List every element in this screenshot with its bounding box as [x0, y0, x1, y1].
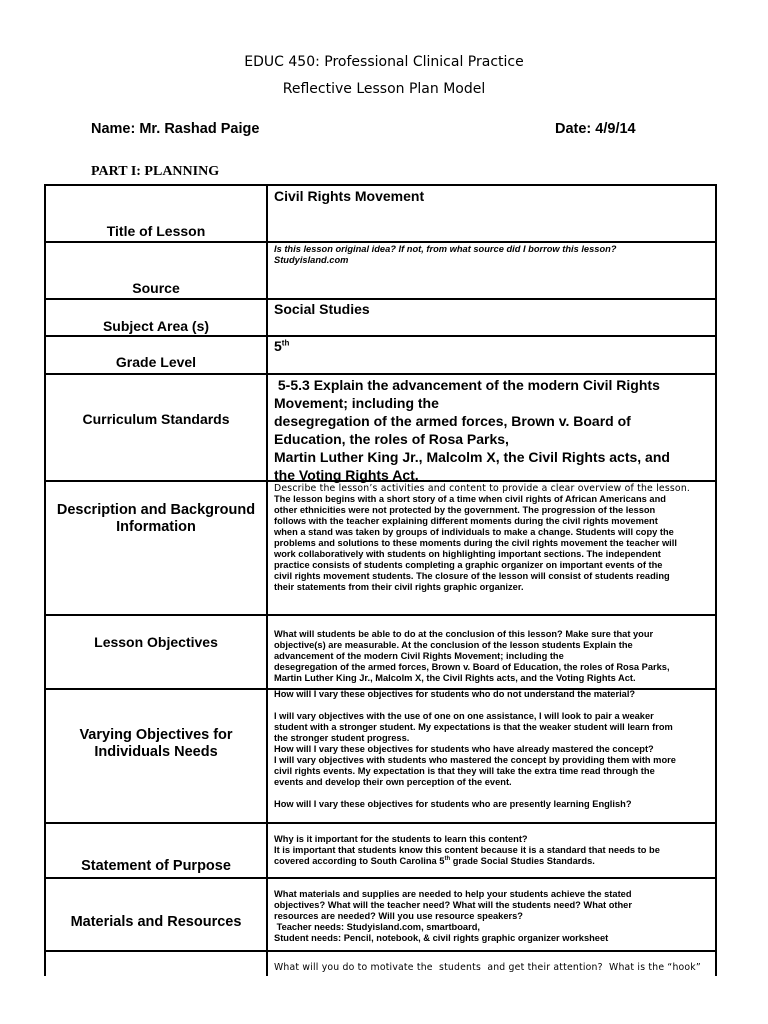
grade-value — [274, 338, 709, 355]
standard-line: the Voting Rights Act. — [274, 467, 419, 483]
varying-question: How will I vary these objectives for students who have already mastered the concept? — [274, 744, 654, 754]
purpose-text: grade Social Studies Standards. — [450, 856, 595, 866]
lesson-plan-table — [44, 184, 717, 976]
row-label: Grade Level — [115, 354, 197, 370]
standard-line: Education, the roles of Rosa Parks, — [274, 431, 509, 447]
row-label-line: Individuals Needs — [94, 744, 218, 760]
varying-question: How will I vary these objectives for students who do not understand the material? — [274, 689, 636, 699]
grade-number: 5 — [274, 338, 282, 354]
standard-line: desegregation of the armed forces, Brown v. Board of — [274, 413, 631, 429]
row-grade — [46, 337, 715, 375]
row-objectives — [46, 616, 715, 690]
curriculum-content — [274, 376, 709, 484]
source-answer: Studyisland.com — [274, 255, 349, 265]
row-label-line: Information — [116, 519, 196, 535]
materials-line: resources are needed? Will you use resource speakers? — [274, 911, 523, 921]
row-label: Subject Area (s) — [102, 318, 210, 334]
varying-content — [274, 689, 709, 810]
objectives-line: What will students be able to do at the conclusion of this lesson? Make sure that your — [274, 629, 654, 639]
row-label-line: Description and Background — [56, 502, 256, 518]
source-question: Is this lesson original idea? If not, from what source did I borrow this lesson? — [274, 244, 617, 254]
varying-line: the stronger student progress. — [274, 733, 410, 743]
materials-line: Student needs: Pencil, notebook, & civil rights graphic organizer worksheet — [274, 933, 609, 943]
description-line: their statements from their civil rights graphic organizer. — [274, 582, 524, 592]
grade-suffix: th — [444, 855, 451, 862]
row-source — [46, 243, 715, 300]
row-title — [46, 186, 715, 243]
standard-line: 5-5.3 Explain the advancement of the modern Civil Rights — [274, 377, 660, 393]
row-hook — [46, 952, 715, 978]
grade-suffix: th — [281, 338, 290, 348]
description-line: follows with the teacher explaining different moments during the civil rights movement — [274, 516, 658, 526]
row-label: Statement of Purpose — [81, 858, 231, 874]
hook-prompt: What will you do to motivate the students and get their attention? What is the “hook” — [274, 962, 701, 973]
row-varying — [46, 690, 715, 824]
subject-value: Social Studies — [274, 301, 370, 317]
row-label: Materials and Resources — [70, 914, 242, 930]
purpose-text: covered according to South Carolina 5 — [274, 856, 445, 866]
description-content — [274, 483, 709, 593]
materials-line: objectives? What will the teacher need? What will the students need? What other — [274, 900, 632, 910]
row-curriculum — [46, 375, 715, 482]
description-line: other ethnicities were not protected by the government. The progression of the lesson — [274, 505, 656, 515]
description-line: when a stand was taken by groups of individuals to make a change. Students will copy the — [274, 527, 674, 537]
row-label: Title of Lesson — [106, 223, 206, 239]
description-line: problems and solutions to these moments during the civil rights movement the teacher will — [274, 538, 677, 548]
description-line: work collaboratively with students on highlighting important sections. The independent — [274, 549, 661, 559]
description-line: practice consists of students completing a graphic organizer on important events of the — [274, 560, 663, 570]
row-label-line: Varying Objectives for — [79, 727, 233, 743]
row-label — [46, 727, 266, 761]
varying-line: civil rights events. My expectation is that they will take the extra time read through the — [274, 766, 655, 776]
lesson-date: Date: 4/9/14 — [555, 121, 636, 137]
part-heading: PART I: PLANNING — [91, 164, 220, 179]
objectives-line: advancement of the modern Civil Rights Movement; including the — [274, 651, 564, 661]
objectives-line: Martin Luther King Jr., Malcolm X, the Civil Rights acts, and the Voting Rights Act. — [274, 673, 636, 683]
varying-line: events and develop their own perception of the event. — [274, 777, 512, 787]
row-materials — [46, 879, 715, 952]
varying-line: I will vary objectives with the use of one on one assistance, I will look to pair a weaker — [274, 711, 654, 721]
materials-content — [274, 889, 709, 944]
materials-line: Teacher needs: Studyisland.com, smartboard, — [274, 922, 480, 932]
description-line: civil rights movement students. The closure of the lesson will consist of students reading — [274, 571, 670, 581]
row-label: Lesson Objectives — [94, 634, 218, 650]
spacer — [274, 788, 709, 799]
standard-line: Martin Luther King Jr., Malcolm X, the Civil Rights acts, and — [274, 449, 670, 465]
purpose-question: Why is it important for the students to learn this content? — [274, 834, 528, 844]
description-prompt: Describe the lesson’s activities and content to provide a clear overview of the lesson. — [274, 483, 691, 494]
source-content — [274, 244, 709, 266]
row-label: Source — [132, 280, 180, 296]
varying-line: student with a stronger student. My expectations is that the weaker student will learn from — [274, 722, 673, 732]
row-subject — [46, 300, 715, 337]
objectives-content — [274, 629, 709, 684]
purpose-line — [274, 856, 709, 867]
row-description — [46, 482, 715, 616]
lesson-title-value: Civil Rights Movement — [274, 188, 425, 204]
teacher-name: Name: Mr. Rashad Paige — [91, 121, 260, 137]
purpose-content — [274, 834, 709, 867]
description-line: The lesson begins with a short story of a time when civil rights of African Americans and — [274, 494, 666, 504]
standard-line: Movement; including the — [274, 395, 439, 411]
varying-question: How will I vary these objectives for students who are presently learning English? — [274, 799, 632, 809]
course-title: EDUC 450: Professional Clinical Practice — [244, 54, 524, 70]
row-label: Curriculum Standards — [82, 411, 230, 427]
objectives-line: objective(s) are measurable. At the conclusion of the lesson students Explain the — [274, 640, 633, 650]
row-label — [46, 502, 266, 536]
row-purpose — [46, 824, 715, 879]
materials-line: What materials and supplies are needed to help your students achieve the stated — [274, 889, 632, 899]
objectives-line: desegregation of the armed forces, Brown v. Board of Education, the roles of Rosa Parks, — [274, 662, 670, 672]
varying-line: I will vary objectives with students who mastered the concept by providing them with more — [274, 755, 676, 765]
spacer — [274, 700, 709, 711]
purpose-line: It is important that students know this content because it is a standard that needs to be — [274, 845, 660, 855]
document-subtitle: Reflective Lesson Plan Model — [282, 81, 486, 97]
